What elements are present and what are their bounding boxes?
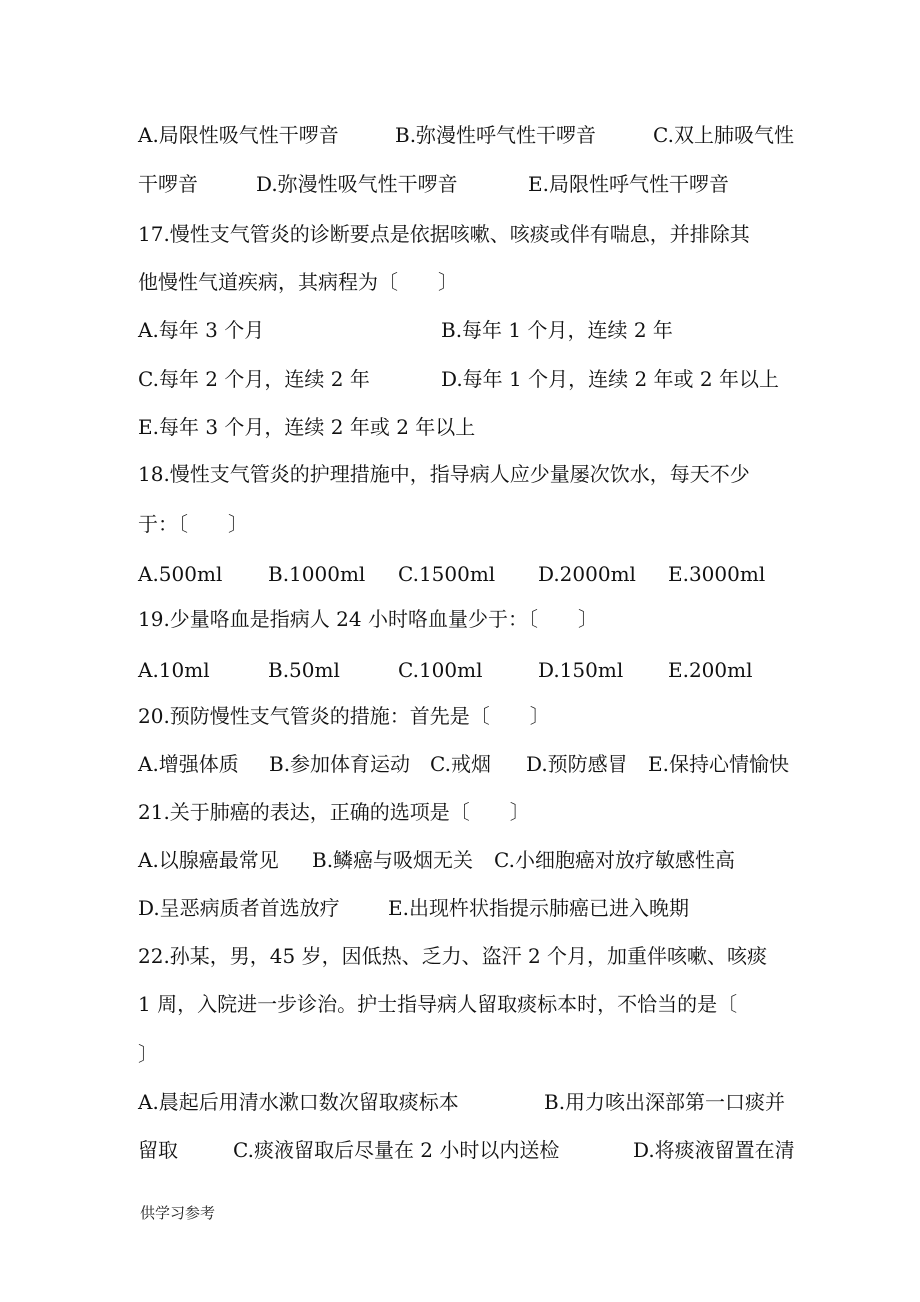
- q22-option-d: D.将痰液留置在清: [633, 1138, 795, 1162]
- q19-option-a: A.10ml: [138, 658, 210, 682]
- q22-option-c: C.痰液留取后尽量在 2 小时以内送检: [233, 1138, 560, 1162]
- q21-option-a: A.以腺癌最常见: [138, 848, 279, 872]
- q17-option-c: C.每年 2 个月，连续 2 年: [138, 367, 370, 391]
- q22-stem-line-2: 1 周，入院进一步诊治。护士指导病人留取痰标本时，不恰当的是〔: [138, 992, 738, 1016]
- q17-stem-line-2: 他慢性气道疾病，其病程为〔 〕: [138, 270, 458, 294]
- q18-option-b: B.1000ml: [268, 562, 366, 586]
- q22-option-a: A.晨起后用清水漱口数次留取痰标本: [138, 1090, 459, 1114]
- q22-option-b: B.用力咳出深部第一口痰并: [544, 1090, 786, 1114]
- q19-option-b: B.50ml: [268, 658, 340, 682]
- q20-option-c: C.戒烟: [430, 752, 491, 776]
- q17-stem-line-1: 17.慢性支气管炎的诊断要点是依据咳嗽、咳痰或伴有喘息，并排除其: [138, 222, 750, 246]
- q17-option-d: D.每年 1 个月，连续 2 年或 2 年以上: [441, 367, 779, 391]
- q18-option-e: E.3000ml: [668, 562, 766, 586]
- q21-option-d: D.呈恶病质者首选放疗: [138, 896, 340, 920]
- q21-stem: 21.关于肺癌的表达，正确的选项是〔 〕: [138, 800, 530, 824]
- q20-option-b: B.参加体育运动: [269, 752, 411, 776]
- q22-stem-line-3: 〕: [138, 1042, 158, 1066]
- q20-option-e: E.保持心情愉快: [648, 752, 789, 776]
- q18-option-a: A.500ml: [138, 562, 223, 586]
- q19-option-c: C.100ml: [398, 658, 483, 682]
- q20-option-a: A.增强体质: [138, 752, 239, 776]
- q17-option-a: A.每年 3 个月: [138, 318, 265, 342]
- q18-stem-line-1: 18.慢性支气管炎的护理措施中，指导病人应少量屡次饮水，每天不少: [138, 462, 750, 486]
- q21-option-b: B.鳞癌与吸烟无关: [312, 848, 474, 872]
- q17-option-b: B.每年 1 个月，连续 2 年: [441, 318, 673, 342]
- q17-option-e: E.每年 3 个月，连续 2 年或 2 年以上: [138, 415, 476, 439]
- q19-stem: 19.少量咯血是指病人 24 小时咯血量少于：〔 〕: [138, 607, 598, 631]
- q19-option-d: D.150ml: [538, 658, 624, 682]
- q16-option-a: A.局限性吸气性干啰音: [138, 123, 339, 147]
- q21-option-e: E.出现杵状指提示肺癌已进入晚期: [388, 896, 689, 920]
- q16-option-b: B.弥漫性呼气性干啰音: [395, 123, 597, 147]
- q16-option-c-continued: 干啰音: [138, 172, 198, 196]
- q16-option-d: D.弥漫性吸气性干啰音: [256, 172, 458, 196]
- q16-option-c: C.双上肺吸气性: [653, 123, 794, 147]
- q22-option-b-continued: 留取: [138, 1138, 178, 1162]
- q20-option-d: D.预防感冒: [526, 752, 628, 776]
- page-footer: 供学习参考: [140, 1204, 216, 1222]
- q16-option-e: E.局限性呼气性干啰音: [528, 172, 729, 196]
- q22-stem-line-1: 22.孙某，男，45 岁，因低热、乏力、盗汗 2 个月，加重伴咳嗽、咳痰: [138, 944, 768, 968]
- q18-option-d: D.2000ml: [538, 562, 636, 586]
- q20-stem: 20.预防慢性支气管炎的措施：首先是〔 〕: [138, 704, 550, 728]
- q18-option-c: C.1500ml: [398, 562, 496, 586]
- q19-option-e: E.200ml: [668, 658, 753, 682]
- q18-stem-line-2: 于：〔 〕: [138, 512, 248, 536]
- q21-option-c: C.小细胞癌对放疗敏感性高: [494, 848, 735, 872]
